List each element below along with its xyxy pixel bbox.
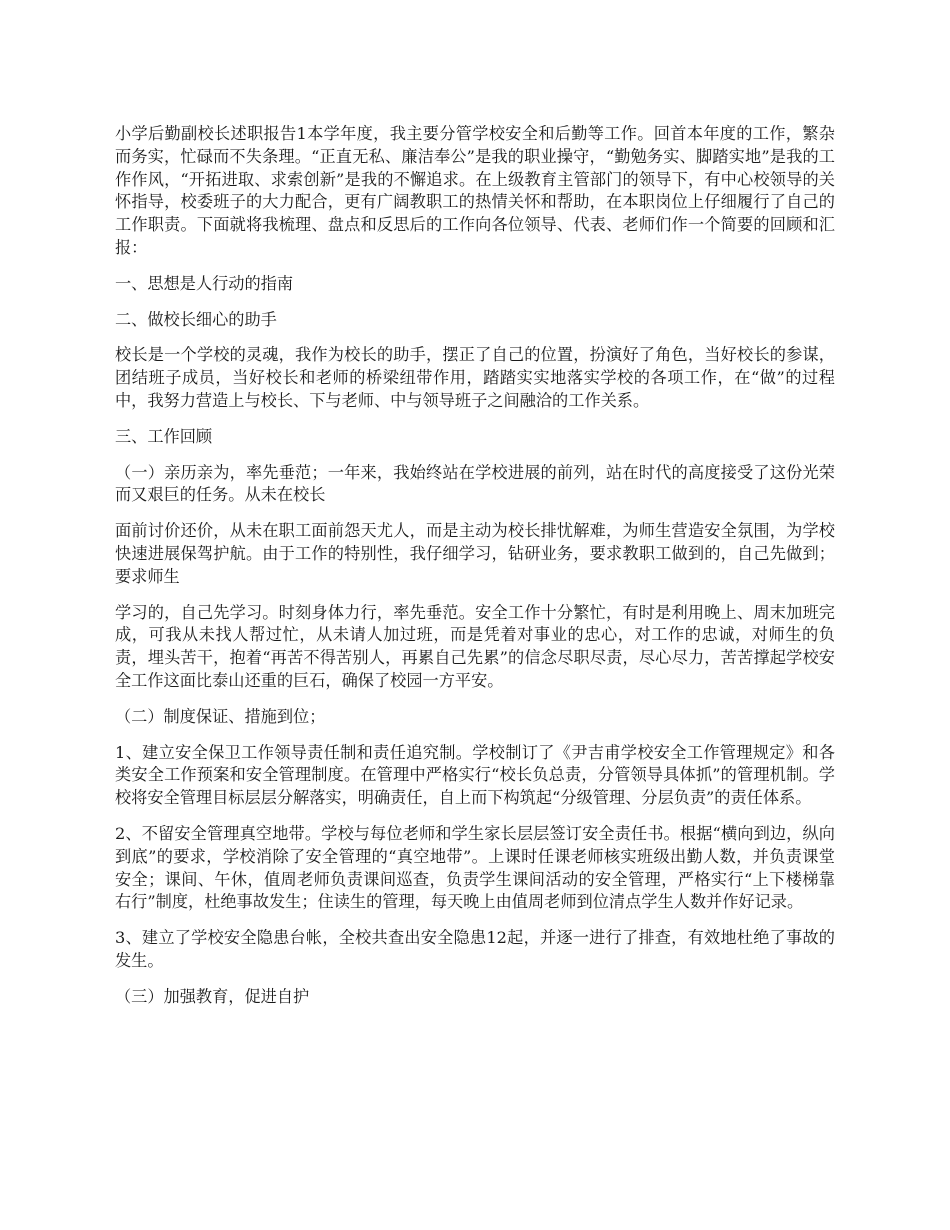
list-item-3: 3、建立了学校安全隐患台帐，全校共查出安全隐患12起，并逐一进行了排查，有效地杜绝了事故的发生。 (115, 928, 835, 970)
body-paragraph: 面前讨价还价，从未在职工面前怨天尤人，而是主动为校长排忧解难，为师生营造安全氛围，为学校快速进展保驾护航。由于工作的特别性，我仔细学习，钻研业务，要求教职工做到的，自己先做到；要求师生 (115, 521, 835, 586)
subsection-heading: （三）加强教育，促进自护 (115, 986, 310, 1006)
list-item-1: 1、建立安全保卫工作领导责任制和责任追究制。学校制订了《尹吉甫学校安全工作管理规定》和各类安全工作预案和安全管理制度。在管理中严格实行“校长负总责，分管领导具体抓”的管理机制。学校将安全管理目标层层分解落实，明确责任，自上而下构筑起“分级管理、分层负责”的责任体系。 (115, 742, 835, 808)
section-heading-2: 二、做校长细心的助手 (115, 309, 277, 329)
section-heading-1: 一、思想是人行动的指南 (115, 273, 294, 293)
body-paragraph: 学习的，自己先学习。时刻身体力行，率先垂范。安全工作十分繁忙，有时是利用晚上、周末加班完成，可我从未找人帮过忙，从未请人加过班，而是凭着对事业的忠心，对工作的忠诚，对师生的负责，埋头苦干，抱着“再苦不得苦别人，再累自己先累”的信念尽职尽责，尽心尽力，苦苦撑起学校安全工作这面比泰山还重的巨石，确保了校园一方平安。 (115, 602, 835, 690)
body-paragraph: （一）亲历亲为，率先垂范；一年来，我始终站在学校进展的前列，站在时代的高度接受了这份光荣而又艰巨的任务。从未在校长 (115, 462, 835, 505)
list-item-2: 2、不留安全管理真空地带。学校与每位老师和学生家长层层签订安全责任书。根据“横向到边，纵向到底”的要求，学校消除了安全管理的“真空地带”。上课时任课老师核实班级出勤人数，并负责课堂安全；课间、午休，值周老师负责课间巡查，负责学生课间活动的安全管理，严格实行“上下楼梯靠右行”制度，杜绝事故发生；住读生的管理，每天晚上由值周老师到位清点学生人数并作好记录。 (115, 823, 835, 912)
body-paragraph: 校长是一个学校的灵魂，我作为校长的助手，摆正了自己的位置，扮演好了角色，当好校长的参谋，团结班子成员，当好校长和老师的桥梁纽带作用，踏踏实实地落实学校的各项工作，在“做”的过程中，我努力营造上与校长、下与老师、中与领导班子之间融洽的工作关系。 (115, 345, 835, 410)
document-body (115, 123, 835, 1022)
intro-paragraph: 小学后勤副校长述职报告1本学年度，我主要分管学校安全和后勤等工作。回首本年度的工作，繁杂而务实，忙碌而不失条理。“正直无私、廉洁奉公”是我的职业操守，“勤勉务实、脚踏实地”是我的工作作风，“开拓进取、求索创新”是我的不懈追求。在上级教育主管部门的领导下，有中心校领导的关怀指导，校委班子的大力配合，更有广阔教职工的热情关怀和帮助，在本职岗位上仔细履行了自己的工作职责。下面就将我梳理、盘点和反思后的工作向各位领导、代表、老师们作一个简要的回顾和汇报： (115, 124, 835, 257)
section-heading-3: 三、工作回顾 (115, 426, 213, 446)
subsection-heading: （二）制度保证、措施到位； (115, 706, 326, 726)
